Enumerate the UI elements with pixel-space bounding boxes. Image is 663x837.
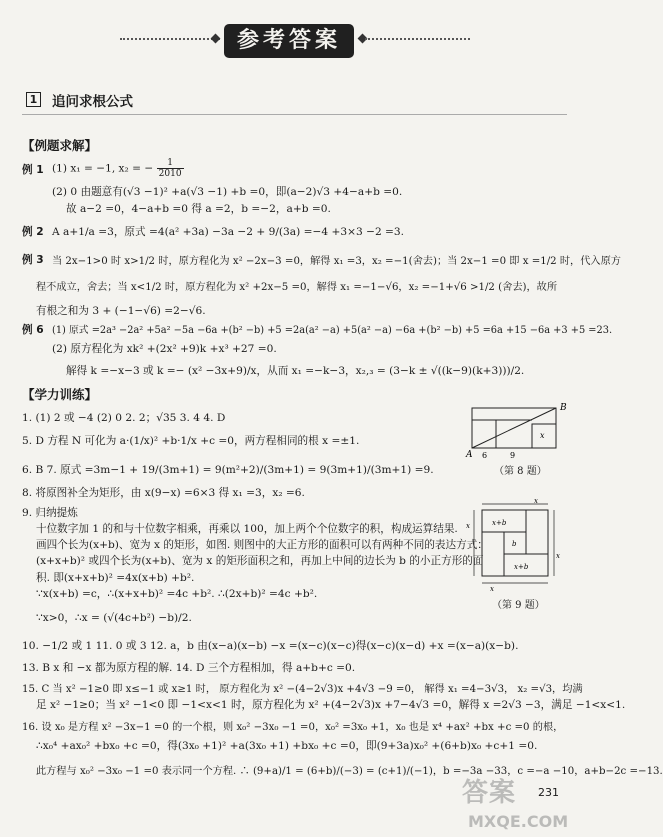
header-left-dotted-rule [120,38,220,45]
training-q10-12: 10. −1/2 或 1 11. 0 或 3 12. a，b 由(x−a)(x−b) −x =(x−c)(x−c)得(x−c)(x−d) +x =(x−a)(x−b). [22,640,519,652]
ex1-part-c: 故 a−2 =0，4−a+b =0 得 a =2，b =−2，a+b =0. [66,203,331,215]
fig9-rect-right [526,510,548,554]
ex3-label: 例 3 [22,254,44,266]
ex1-part-a-text: (1) x₁ = −1, x₂ = − [52,162,154,175]
training-q13-14: 13. B x 和 −x 都为原方程的解. 14. D 三个方程相加，得 a+b+c =0. [22,662,356,674]
training-q9: 9. 归纳提炼 [22,507,78,519]
training-q16-a: 16. 设 x₀ 是方程 x² −3x−1 =0 的一个根，则 x₀² −3x₀ −1 =0，x₀² =3x₀ +1，x₀ 也是 x⁴ +ax² +bx +c =0 的根， [22,722,564,733]
ex1-part-b: (2) 0 由题意有(√3 −1)² +a(√3 −1) +b =0，即(a−2)√3 +4−a+b =0. [52,186,403,198]
fig9-rect-left [482,532,504,576]
ex6-line-a: (1) 原式 =2a³ −2a² +5a² −5a −6a +(b² −b) +5 =2a(a² −a) +5(a² −a) −6a +(b² −b) +5 =6a +15 −6a +3 +5 =23. [52,325,613,336]
training-q8: 8. 将原图补全为矩形，由 x(9−x) =6×3 得 x₁ =3，x₂ =6. [22,487,305,499]
ex1-label: 例 1 [22,164,44,176]
training-q6-7: 6. B 7. 原式 =3m−1 + 19/(3m+1) = 9(m²+2)/(3m+1) = 9(3m+1)/(3m+1) =9. [22,464,434,476]
fig8-label-6: 6 [482,451,488,460]
ex2-text: A a+1/a =3，原式 =4(a² +3a) −3a −2 + 9/(3a) =−4 +3×3 −2 =3. [52,226,405,238]
training-q16-c: 此方程与 x₀² −3x₀ −1 =0 表示同一个方程. ∴ (9+a)/1 = (6+b)/(−3) = (c+1)/(−1)，b =−3a −33，c =−a −10，a+b−2c =−13. [36,766,663,777]
training-q5: 5. D 方程 N 可化为 a·(1/x)² +b·1/x +c =0，两方程相同的根 x =±1. [22,435,360,447]
fig9-label-x-top: x [534,497,538,505]
fig9-label-xb-top: x+b [492,519,507,527]
ex3-line-a: 当 2x−1>0 时 x>1/2 时，原方程化为 x² −2x−3 =0，解得 x₁ =3，x₂ =−1(舍去)；当 2x−1 =0 即 x =1/2 时，代入原方 [52,256,621,267]
watermark-logo: 答案 [462,778,517,808]
training-q15-b: 足 x² −1≥0；当 x² −1<0 即 −1<x<1 时，原方程化为 x² +(4−2√3)x +7−4√3 =0，解得 x =2√3 −3，满足 −1<x<1. [36,699,626,711]
figure-8-caption: （第 8 题） [494,466,547,477]
fig9-label-x-bottom: x [490,585,494,593]
fig8-label-x: x [540,431,545,440]
training-q16-b: ∴x₀⁴ +ax₀² +bx₀ +c =0，得(3x₀ +1)² +a(3x₀ +1) +bx₀ +c =0，即(9+3a)x₀² +(6+b)x₀ +c+1 =0. [36,740,538,752]
ex6-label: 例 6 [22,324,44,336]
training-q9-b: 画四个长为(x+b)、宽为 x 的矩形，如图. 则图中的大正方形的面积可以有两种不同的表达方式： [36,539,488,551]
page-header-title: 参考答案 [224,24,354,58]
fig8-diagonal [472,408,556,448]
ex6-line-c: 解得 k =−x−3 或 k =− (x² −3x+9)/x，从而 x₁ =−k−3，x₂,₃ = (3−k ± √((k−9)(k+3)))/2. [66,365,525,377]
training-q15-a: 15. C 当 x² −1≥0 即 x≤−1 或 x≥1 时， 原方程化为 x² −(4−2√3)x +4√3 −9 =0， 解得 x₁ =4−3√3， x₂ =√3，均满 [22,684,583,695]
training-heading: 【学力训练】 [22,387,98,402]
ex6-line-b: (2) 原方程化为 xk² +(2x² +9)k +x³ +27 =0. [52,343,277,355]
ex1-fraction [157,158,184,179]
fig9-label-xb-bottom: x+b [514,563,529,571]
section-title: 追问求根公式 [52,94,133,110]
fig9-label-x-left: x [466,522,470,530]
ex1-part-a [52,158,184,179]
fig8-label-A: A [466,450,473,460]
section-divider [22,114,567,115]
ex3-line-b: 程不成立，舍去；当 x<1/2 时，原方程化为 x² +2x−5 =0，解得 x₁ =−1−√6，x₂ =−1+√6 >1/2 (舍去)，故所 [36,282,558,293]
figure-9-diagram [462,498,562,593]
ex1-fraction-num: 1 [157,158,184,169]
ex2-label: 例 2 [22,226,44,238]
ex1-fraction-den: 2010 [158,169,182,179]
examples-heading: 【例题求解】 [22,138,98,153]
fig8-label-9: 9 [510,451,516,460]
ex3-line-c: 有根之和为 3 + (−1−√6) =2−√6. [36,305,206,317]
fig8-left-square [472,420,496,448]
figure-8-diagram [466,400,578,462]
fig8-label-B: B [560,403,567,413]
header-right-dotted-rule [365,38,470,45]
fig9-label-x-right: x [556,552,560,560]
watermark-url: MXQE.COM [468,812,569,831]
section-number: 1 [26,92,41,107]
training-q9-d: 积. 即(x+x+b)² =4x(x+b) +b². [36,572,195,584]
page-number: 231 [538,786,559,799]
training-q9-e: ∵x(x+b) =c，∴(x+x+b)² =4c +b². ∴(2x+b)² =4c +b². [36,588,318,600]
figure-9-caption: （第 9 题） [492,600,545,611]
training-q9-f: ∵x>0，∴x = (√(4c+b²) −b)/2. [36,612,192,624]
fig9-label-b: b [512,540,517,548]
training-q1-4: 1. (1) 2 或 −4 (2) 0 2. 2；√35 3. 4 4. D [22,412,226,424]
training-q9-c: (x+x+b)² 或四个长为(x+b)、宽为 x 的矩形面积之和，再加上中间的边长为 b 的小正方形的面 [36,555,484,567]
training-q9-a: 十位数字加 1 的和与十位数字相乘，再乘以 100，加上两个个位数字的积，构成运算结果. [36,523,458,535]
